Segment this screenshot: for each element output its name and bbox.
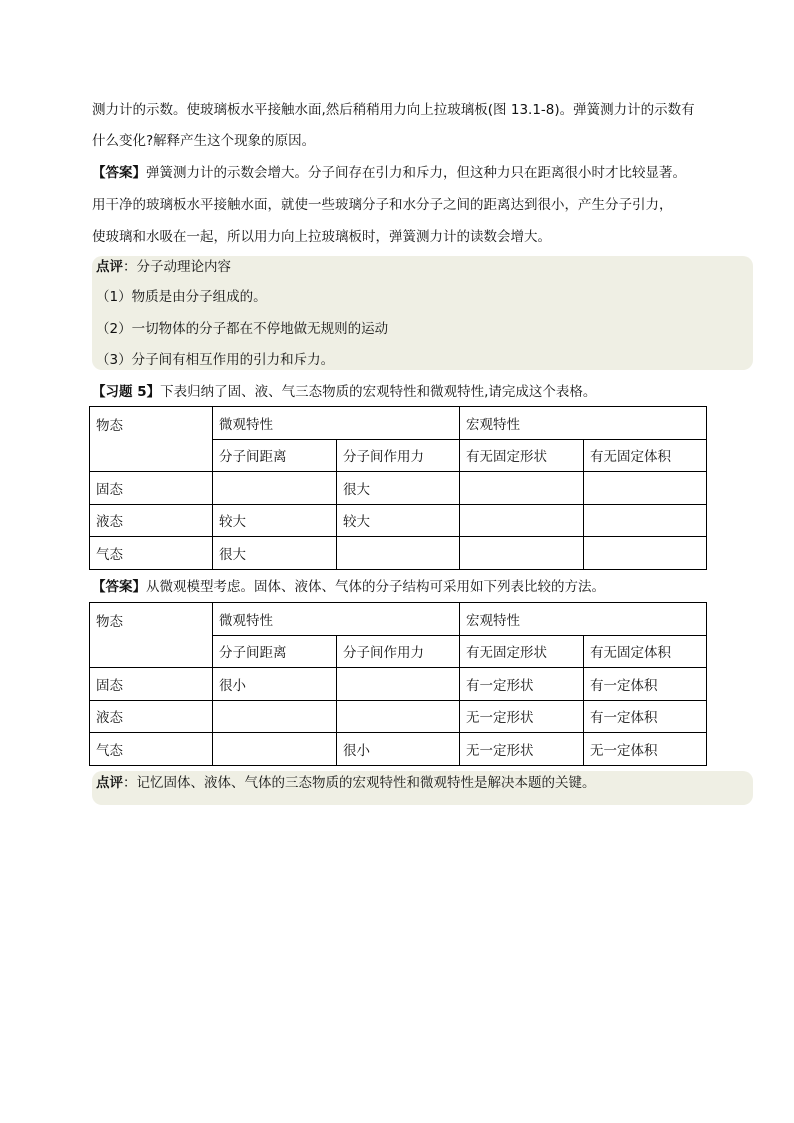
cell-shape: 有一定形状 — [460, 668, 584, 701]
comment-text: ：分子动理论内容 — [123, 259, 231, 275]
comment-tag: 点评 — [96, 259, 123, 275]
cell-distance: 较大 — [213, 504, 337, 537]
cell-distance: 很大 — [213, 537, 337, 570]
cell-shape — [460, 504, 584, 537]
q4-answer-line-1 — [92, 163, 686, 183]
comment-2-text: ：记忆固体、液体、气体的三态物质的宏观特性和微观特性是解决本题的关键。 — [123, 775, 596, 791]
cell-volume: 无一定体积 — [584, 733, 707, 766]
cell-shape — [460, 537, 584, 570]
comment-1-item-3: （3）分子间有相互作用的引力和斥力。 — [96, 352, 335, 368]
cell-state: 固态 — [90, 472, 213, 505]
comment-box-1 — [92, 256, 753, 370]
answer-text: 弹簧测力计的示数会增大。分子间存在引力和斥力，但这种力只在距离很小时才比较显著。 — [146, 165, 686, 181]
header-micro: 微观特性 — [213, 603, 460, 636]
cell-shape — [460, 472, 584, 505]
comment-2-tag: 点评 — [96, 775, 123, 791]
table-row — [90, 700, 707, 733]
q5-text: 下表归纳了固、液、气三态物质的宏观特性和微观特性,请完成这个表格。 — [160, 384, 597, 400]
cell-state: 液态 — [90, 700, 213, 733]
header-state: 物态 — [90, 603, 213, 668]
cell-state: 气态 — [90, 537, 213, 570]
answer-2-line — [92, 577, 605, 597]
q4-line-2: 什么变化?解释产生这个现象的原因。 — [92, 133, 316, 149]
comment-1-item-1: （1）物质是由分子组成的。 — [96, 289, 267, 305]
header-force: 分子间作用力 — [337, 635, 460, 668]
header-shape: 有无固定形状 — [460, 439, 584, 472]
answer-tag: 【答案】 — [92, 165, 146, 181]
q5-tag: 【习题 5】 — [92, 384, 161, 400]
cell-distance — [213, 472, 337, 505]
header-macro: 宏观特性 — [460, 407, 707, 440]
cell-volume: 有一定体积 — [584, 700, 707, 733]
q4-answer-line-2: 用干净的玻璃板水平接触水面，就使一些玻璃分子和水分子之间的距离达到很小，产生分子引力， — [92, 197, 673, 213]
comment-1-heading — [96, 257, 231, 277]
cell-state: 气态 — [90, 733, 213, 766]
q5-line — [92, 382, 596, 402]
cell-volume: 有一定体积 — [584, 668, 707, 701]
header-force: 分子间作用力 — [337, 439, 460, 472]
header-distance: 分子间距离 — [213, 635, 337, 668]
cell-force: 较大 — [337, 504, 460, 537]
comment-2-line — [96, 773, 596, 793]
cell-distance: 很小 — [213, 668, 337, 701]
table-row — [90, 537, 707, 570]
header-volume: 有无固定体积 — [584, 635, 707, 668]
q4-answer-line-3: 使玻璃和水吸在一起，所以用力向上拉玻璃板时，弹簧测力计的读数会增大。 — [92, 229, 551, 245]
cell-force — [337, 700, 460, 733]
cell-volume — [584, 472, 707, 505]
comment-box-2 — [92, 771, 753, 805]
cell-shape: 无一定形状 — [460, 700, 584, 733]
table-row — [90, 668, 707, 701]
cell-distance — [213, 700, 337, 733]
cell-distance — [213, 733, 337, 766]
answer-2-tag: 【答案】 — [92, 579, 146, 595]
cell-volume — [584, 537, 707, 570]
cell-state: 液态 — [90, 504, 213, 537]
cell-volume — [584, 504, 707, 537]
header-macro: 宏观特性 — [460, 603, 707, 636]
table-states-answer — [89, 602, 707, 766]
table-row — [90, 504, 707, 537]
header-micro: 微观特性 — [213, 407, 460, 440]
q4-line-1: 测力计的示数。使玻璃板水平接触水面,然后稍稍用力向上拉玻璃板(图 13.1-8)。弹簧测力计的示数有 — [92, 102, 695, 118]
comment-1-item-2: （2）一切物体的分子都在不停地做无规则的运动 — [96, 321, 389, 337]
header-state: 物态 — [90, 407, 213, 472]
header-distance: 分子间距离 — [213, 439, 337, 472]
header-shape: 有无固定形状 — [460, 635, 584, 668]
cell-force — [337, 537, 460, 570]
cell-state: 固态 — [90, 668, 213, 701]
cell-force — [337, 668, 460, 701]
header-volume: 有无固定体积 — [584, 439, 707, 472]
cell-force: 很大 — [337, 472, 460, 505]
table-states-question — [89, 406, 707, 570]
cell-force: 很小 — [337, 733, 460, 766]
table-row — [90, 472, 707, 505]
cell-shape: 无一定形状 — [460, 733, 584, 766]
answer-2-text: 从微观模型考虑。固体、液体、气体的分子结构可采用如下列表比较的方法。 — [146, 579, 605, 595]
table-row — [90, 733, 707, 766]
